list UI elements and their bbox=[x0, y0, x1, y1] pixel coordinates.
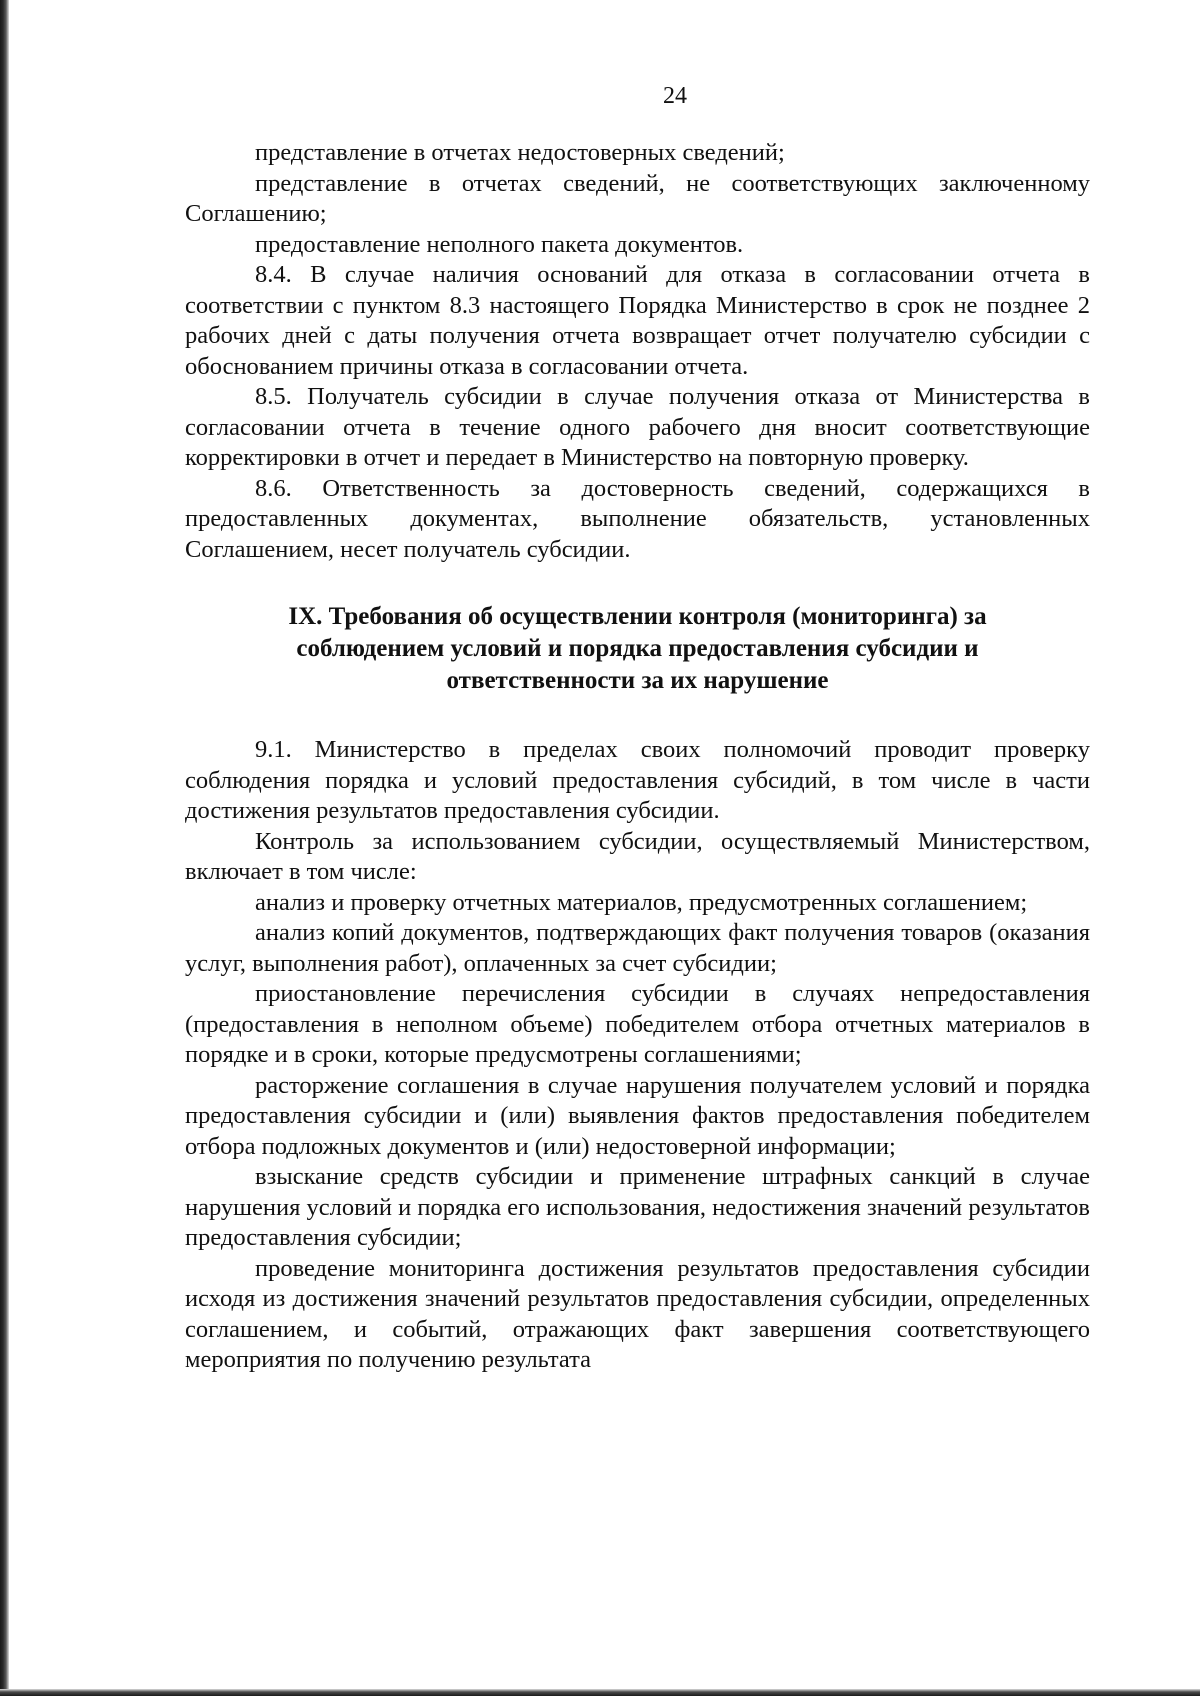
heading-line: IX. Требования об осуществлении контроля (мониторинга) за bbox=[288, 603, 987, 630]
paragraph-8-5: 8.5. Получатель субсидии в случае получения отказа от Министерства в согласовании отчета в течение одного рабочего дня вносит соответствующие корректировки в отчет и передает в Министерство на повторную проверку. bbox=[185, 383, 1090, 471]
section-heading-ix bbox=[185, 601, 1090, 697]
paragraph: приостановление перечисления субсидии в случаях непредоставления (предоставления в неполном объеме) победителем отбора отчетных материалов в порядке и в сроки, которые предусмотрены соглашениями; bbox=[185, 980, 1090, 1068]
paragraph: анализ копий документов, подтверждающих факт получения товаров (оказания услуг, выполнения работ), оплаченных за счет субсидии; bbox=[185, 919, 1090, 977]
paragraph-8-4: 8.4. В случае наличия оснований для отказа в согласовании отчета в соответствии с пунктом 8.3 настоящего Порядка Министерство в срок не позднее 2 рабочих дней с даты получения отчета возвращает отчет получателю субсидии с обоснованием причины отказа в согласовании отчета. bbox=[185, 261, 1090, 380]
paragraph: Контроль за использованием субсидии, осуществляемый Министерством, включает в том числе: bbox=[185, 827, 1090, 885]
paragraph: расторжение соглашения в случае нарушения получателем условий и порядка предоставления субсидии и (или) выявления фактов предоставления победителем отбора подложных документов и (или) недостоверной информации; bbox=[185, 1071, 1090, 1160]
page-number: 24 bbox=[663, 83, 687, 109]
paragraph: взыскание средств субсидии и применение штрафных санкций в случае нарушения условий и порядка его использования, недостижения значений результатов предоставления субсидии; bbox=[185, 1163, 1090, 1251]
document-body bbox=[185, 138, 1090, 1376]
heading-line: ответственности за их нарушение bbox=[446, 667, 829, 694]
paragraph: анализ и проверку отчетных материалов, предусмотренных соглашением; bbox=[255, 888, 1028, 916]
scan-left-edge bbox=[0, 0, 9, 1696]
spacer bbox=[185, 697, 1090, 735]
paragraph: проведение мониторинга достижения результатов предоставления субсидии исходя из достижения значений результатов предоставления субсидии, определенных соглашением, и событий, отражающих факт завершения соответствующего мероприятия по получению результата bbox=[185, 1254, 1090, 1373]
scan-bottom-edge bbox=[0, 1689, 1200, 1696]
paragraph: представление в отчетах недостоверных сведений; bbox=[255, 139, 785, 166]
paragraph: представление в отчетах сведений, не соответствующих заключенному Соглашению; bbox=[185, 169, 1090, 227]
paragraph-8-6: 8.6. Ответственность за достоверность сведений, содержащихся в предоставленных документах, выполнение обязательств, установленных Соглашением, несет получатель субсидии. bbox=[185, 474, 1090, 563]
heading-line: соблюдением условий и порядка предоставления субсидии и bbox=[296, 635, 979, 662]
paragraph-9-1: 9.1. Министерство в пределах своих полномочий проводит проверку соблюдения порядка и условий предоставления субсидий, в том числе в части достижения результатов предоставления субсидии. bbox=[185, 736, 1090, 824]
paragraph: предоставление неполного пакета документов. bbox=[255, 230, 744, 258]
